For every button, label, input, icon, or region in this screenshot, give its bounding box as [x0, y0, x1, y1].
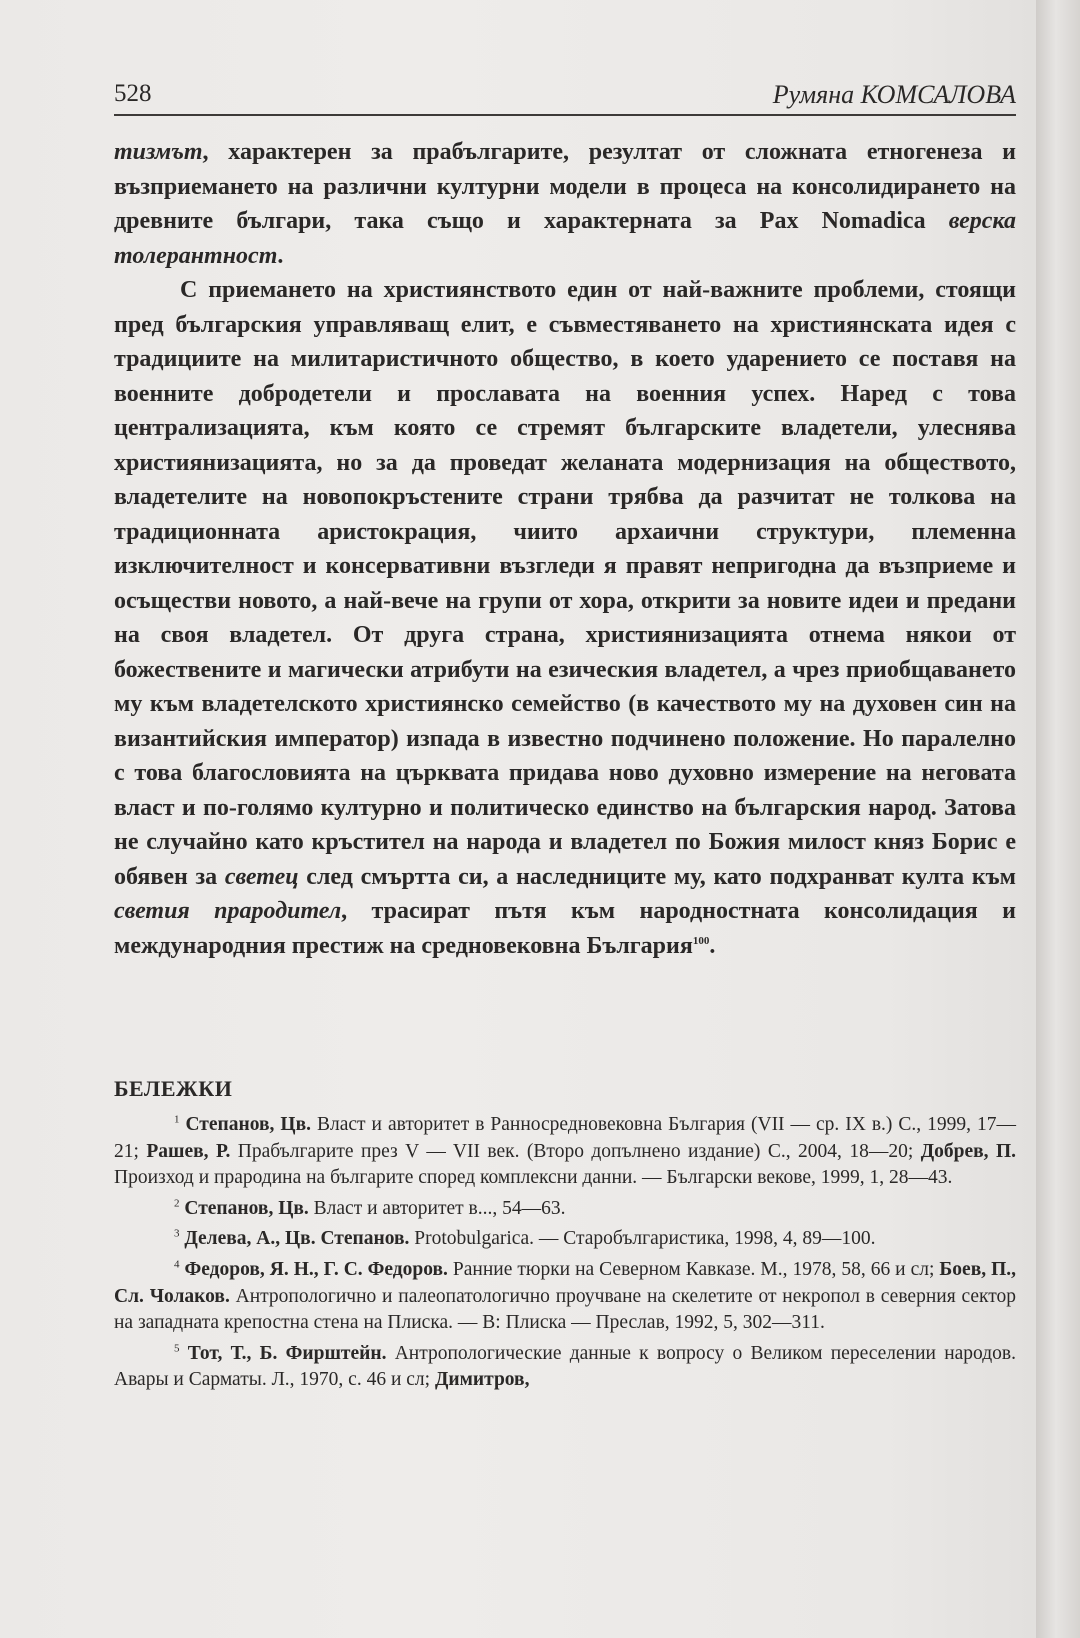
- note-author: Делева, А., Цв. Степанов.: [184, 1228, 410, 1250]
- note-number: 1: [174, 1113, 180, 1126]
- note-author: Димитров,: [434, 1369, 530, 1391]
- note-author: Тот, Т., Б. Фирштейн.: [187, 1342, 387, 1364]
- body-text: [114, 135, 1016, 963]
- page-header: [114, 80, 1016, 114]
- note-text: Антропологические данные к вопросу о Великом переселении народов. Авары и Сарматы. Л., 1970, с. 46 и сл;: [114, 1342, 1016, 1391]
- notes-heading: БЕЛЕЖКИ: [114, 1076, 233, 1101]
- note-author: Рашев, Р.: [146, 1140, 231, 1162]
- note-number: 4: [174, 1258, 180, 1271]
- note-text: Ранние тюрки на Северном Кавказе. М., 1978, 58, 66 и сл;: [447, 1258, 940, 1280]
- footnote-ref: 100: [692, 934, 710, 947]
- page-number: 528: [114, 80, 152, 107]
- note-number: 3: [174, 1227, 180, 1240]
- note-text: Protobulgarica. — Старобългаристика, 1998, 4, 89—100.: [409, 1228, 876, 1250]
- note-author: Добрев, П.: [920, 1140, 1016, 1162]
- note-1: [114, 1112, 1016, 1192]
- note-author: Боев, П., Сл. Чолаков.: [114, 1258, 1017, 1307]
- note-author: Федоров, Я. Н., Г. С. Федоров.: [184, 1258, 448, 1280]
- book-spine-shadow: [1036, 0, 1080, 1638]
- paragraph-1: [114, 135, 1016, 273]
- italic-term: светия прародител: [114, 898, 342, 924]
- note-text: Антропологично и палеопатологично проучване на скелетите от некропол в северния сектор на западната крепостна стена на Плиска. — В: Плиска — Преслав, 1992, 5, 302—311.: [114, 1285, 1016, 1334]
- note-text: Произход и прародина на българите според комплексни данни. — Български векове, 1999, 1, 28—43.: [114, 1167, 953, 1189]
- running-head-author: Румяна КОМСАЛОВА: [772, 80, 1016, 109]
- notes-section: [114, 1112, 1016, 1398]
- text-run: .: [709, 932, 716, 959]
- header-rule: [114, 114, 1016, 116]
- italic-term: верска толерантност: [114, 208, 1016, 269]
- italic-term: светец: [224, 863, 299, 890]
- note-number: 5: [174, 1342, 180, 1355]
- text-run: , характерен за прабългарите, резултат от сложната етногенеза и възприемането на различни културни модели в процеса на консолидирането на древните българи, така също и характерната за Pax Nomadica: [114, 139, 1016, 234]
- note-author: Степанов, Цв.: [185, 1114, 311, 1135]
- note-author: Степанов, Цв.: [184, 1197, 309, 1219]
- note-text: Власт и авторитет в..., 54—63.: [308, 1197, 566, 1219]
- note-number: 2: [174, 1197, 180, 1210]
- note-5: [114, 1341, 1016, 1394]
- note-3: [114, 1226, 1016, 1253]
- text-run: С приемането на християнството един от най-важните проблеми, стоящи пред българския управляващ елит, е съвместяването на християнската идея с традициите на милитаристичното общество, в което ударението се поставя на военните добродетели и прославата на военния успех. Наред с това централизацията, към която се стремят българските владетели, улеснява християнизацията, но за да проведат желаната модернизация на обществото, владетелите на новопокръстените страни трябва да разчитат не толкова на традиционната аристокрация, чиито архаични структури, племенна изключителност и консервативни възгледи я правят непригодна да възприеме и осъществи новото, а най-вече на групи от хора, открити за новите идеи и предани на своя владетел. От друга страна, християнизацията отнема някои от божествените и магически атрибути на езическия владетел, а чрез приобщаването му към владетелското християнско семейство (в качеството му на духовен син на византийския император) изпада в известно подчинено положение. Но паралелно с това благословията на църквата придава ново духовно измерение на неговата власт и по-голямо културно и политическо единство на българския народ. Затова не случайно като кръстител на народа и владетел по Божия милост княз Борис е обявен за: [114, 277, 1016, 890]
- note-4: [114, 1257, 1016, 1337]
- text-run: , трасират пътя към народностната консолидация и международния престиж на средновековна България: [114, 898, 1016, 959]
- italic-term: тизмът: [114, 139, 203, 165]
- note-text: Прабългарите през V — VII век. (Второ допълнено издание) С., 2004, 18—20;: [230, 1140, 921, 1162]
- note-2: [114, 1196, 1016, 1223]
- paragraph-2: [114, 273, 1016, 963]
- text-run: .: [277, 242, 284, 269]
- note-text: Власт и авторитет в Ранносредновековна България (VII — ср. IX в.) С., 1999, 17—21;: [114, 1114, 1016, 1162]
- text-run: след смъртта си, а наследниците му, като подхранват култа към: [298, 863, 1017, 890]
